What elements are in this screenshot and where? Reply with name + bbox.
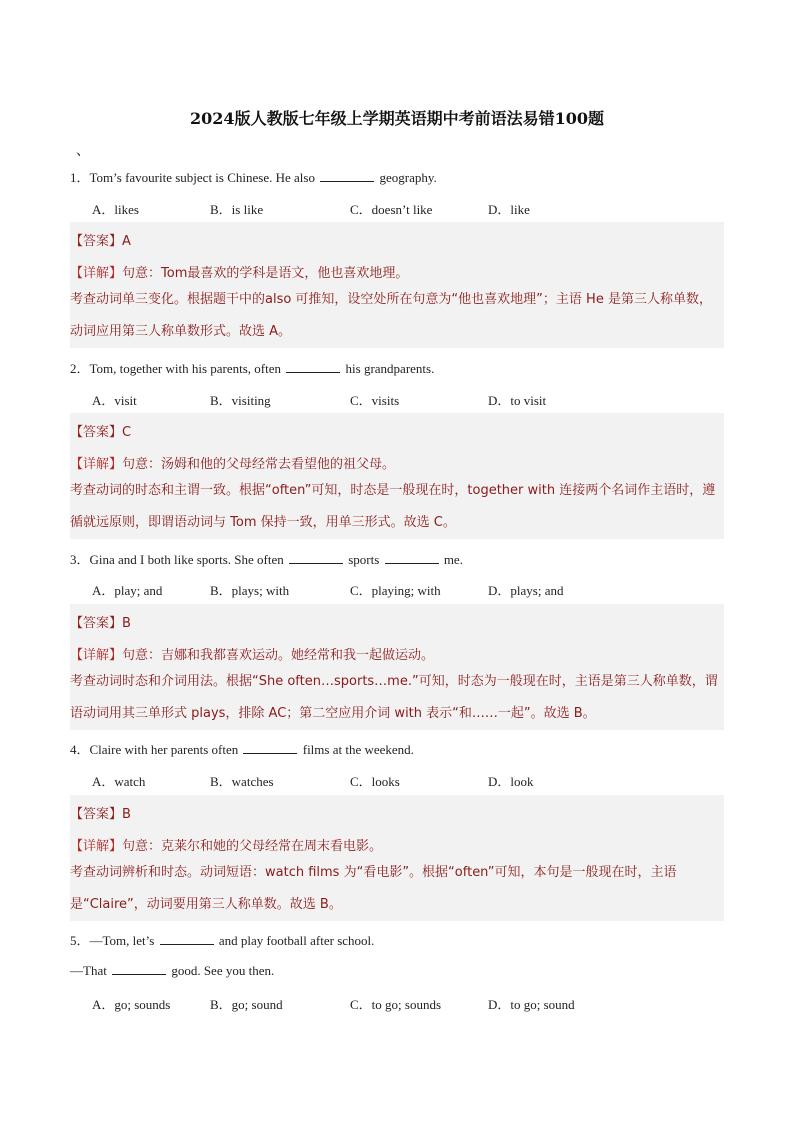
detail-line xyxy=(70,644,724,663)
stem-text: me. xyxy=(443,552,463,567)
stem-text: geography. xyxy=(379,170,437,185)
option-b: B．plays; with xyxy=(210,583,290,598)
option-c: C．visits xyxy=(350,393,400,408)
stem-text: 4．Claire with her parents often xyxy=(70,742,239,757)
question-stem xyxy=(70,962,274,979)
option-d: D．like xyxy=(488,202,530,217)
explanation: 考查动词的时态和主谓一致。根据“often”可知，时态是一般现在时，together with 连接两个名词作主语时，遵循就远原则，即谓语动词与 Tom 保持一致，用单三形式。故选 C。 xyxy=(70,483,716,530)
detail-sentence: 句意：吉娜和我都喜欢运动。她经常和我一起做运动。 xyxy=(122,648,435,663)
explanation: 考查动词时态和介词用法。根据“She often…sports…me.”可知，时态为一般现在时，主语是第三人称单数，谓语动词用其三单形式 plays，排除 AC；第二空应用介词 with 表示“和……一起”。故选 B。 xyxy=(70,674,718,721)
option-c: C．looks xyxy=(350,774,400,789)
detail-label: 【详解】 xyxy=(70,266,123,281)
question-stem xyxy=(70,549,463,568)
answer-line: 【答案】A xyxy=(70,234,131,249)
detail-line xyxy=(70,453,724,472)
option-a: A．likes xyxy=(92,202,139,217)
option-d: D．plays; and xyxy=(488,583,564,598)
option-a: A．play; and xyxy=(92,583,163,598)
question-stem xyxy=(70,358,434,377)
answer-blank xyxy=(160,932,214,945)
stem-text: his grandparents. xyxy=(345,361,435,376)
option-c: C．to go; sounds xyxy=(350,997,442,1012)
stem-text: 5．—Tom, let’s xyxy=(70,933,155,948)
answer-box xyxy=(70,222,724,348)
detail-label: 【详解】 xyxy=(70,839,123,854)
option-d: D．to go; sound xyxy=(488,997,575,1012)
stem-text: 2．Tom, together with his parents, often xyxy=(70,361,282,376)
option-c: C．playing; with xyxy=(350,583,441,598)
detail-label: 【详解】 xyxy=(70,457,123,472)
detail-line xyxy=(70,835,724,854)
option-a: A．watch xyxy=(92,774,146,789)
stem-text: 3．Gina and I both like sports. She often xyxy=(70,552,284,567)
option-c: C．doesn’t like xyxy=(350,202,433,217)
answer-box xyxy=(70,604,724,730)
option-a: A．visit xyxy=(92,393,137,408)
answer-blank xyxy=(112,962,166,975)
option-d: D．to visit xyxy=(488,393,547,408)
stem-text: —That xyxy=(70,963,107,978)
detail-sentence: 句意：Tom最喜欢的学科是语文，他也喜欢地理。 xyxy=(122,266,409,281)
stem-text: films at the weekend. xyxy=(302,742,414,757)
question-stem xyxy=(70,167,437,186)
answer-box xyxy=(70,795,724,921)
stem-text: and play football after school. xyxy=(218,933,375,948)
page-title: 2024版人教版七年级上学期英语期中考前语法易错100题 xyxy=(190,109,604,128)
answer-line: 【答案】B xyxy=(70,807,131,822)
answer-blank xyxy=(385,551,439,564)
stem-text: good. See you then. xyxy=(171,963,275,978)
answer-blank xyxy=(289,551,343,564)
option-b: B．is like xyxy=(210,202,264,217)
detail-sentence: 句意：汤姆和他的父母经常去看望他的祖父母。 xyxy=(122,457,396,472)
stem-text: 1．Tom’s favourite subject is Chinese. He also xyxy=(70,170,315,185)
detail-label: 【详解】 xyxy=(70,648,123,663)
option-b: B．go; sound xyxy=(210,997,283,1012)
detail-line xyxy=(70,262,724,281)
question-stem xyxy=(70,930,374,949)
answer-line: 【答案】C xyxy=(70,425,132,440)
explanation: 考查动词辨析和时态。动词短语：watch films 为“看电影”。根据“often”可知，本句是一般现在时，主语是“Claire”，动词要用第三人称单数。故选 B。 xyxy=(70,865,677,912)
answer-box xyxy=(70,413,724,539)
section-mark: 、 xyxy=(76,144,90,159)
stem-text: sports xyxy=(348,552,380,567)
question-stem xyxy=(70,739,414,758)
option-a: A．go; sounds xyxy=(92,997,171,1012)
option-b: B．watches xyxy=(210,774,274,789)
answer-blank xyxy=(320,169,374,182)
answer-blank xyxy=(286,360,340,373)
answer-blank xyxy=(243,741,297,754)
option-d: D．look xyxy=(488,774,534,789)
explanation: 考查动词单三变化。根据题干中的also 可推知，设空处所在句意为“他也喜欢地理”；主语 He 是第三人称单数，动词应用第三人称单数形式。故选 A。 xyxy=(70,292,712,339)
answer-line: 【答案】B xyxy=(70,616,131,631)
option-b: B．visiting xyxy=(210,393,271,408)
detail-sentence: 句意：克莱尔和她的父母经常在周末看电影。 xyxy=(122,839,383,854)
